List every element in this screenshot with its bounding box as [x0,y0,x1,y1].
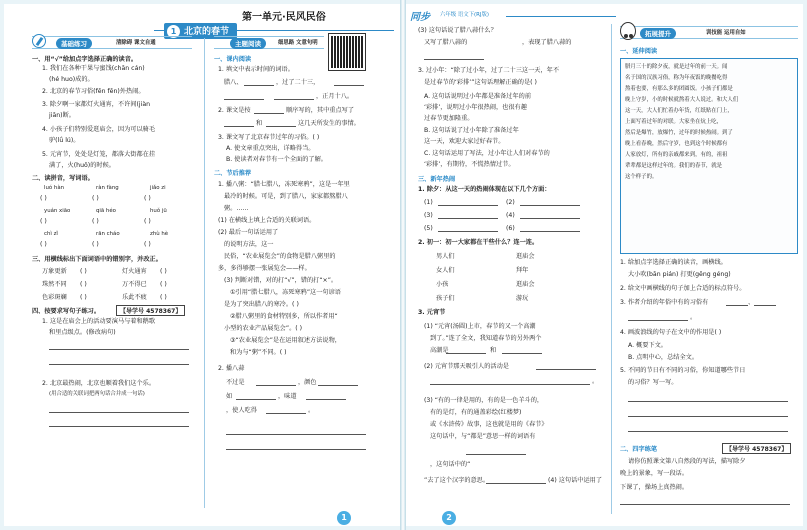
q1-line: 5. 元宵节，处处是灯笼，都落大街都在挂 [42,151,156,158]
writing-line: 晚上的景象，写一段话。 [620,470,689,477]
word: 色彩斑斓 [42,294,67,301]
answer-line[interactable] [520,231,580,232]
section-title: 三、新年热闹 [418,176,456,183]
guide-code: 【导学号 4578367】 [116,305,185,316]
passage-line: 名于国的汉族习俗，称为年夜饭的晚餐吃得 [625,75,728,81]
reading-passage [620,58,798,254]
q1-line: 驴(lǘ lú)。 [49,137,80,144]
text-line: (1) [424,199,433,206]
r2-line: (3) 判断对错，对的打“√”，错的打“×”。 [224,277,338,284]
answer-line[interactable] [226,434,366,435]
text-line: A. 这句话说明过小年都是准备过年的前 [424,93,532,100]
match-right[interactable]: 拜年 [516,267,529,274]
text-line: (3) 这句话说了腊八蒜什么？ [418,27,497,34]
r2-line: 2. 播八蒜 [218,365,245,372]
answer-line[interactable] [49,412,189,413]
q1-line: jiān)断。 [49,112,75,119]
answer-line[interactable] [520,218,580,219]
text-line: 过春节更加隆重。 [424,115,474,122]
section-header-basic [32,36,192,49]
r1-line: 2. 课文是按 [218,107,251,114]
answer-line[interactable] [520,205,580,206]
r1-line: 1. 填文中表示时间的词语。 [218,66,294,73]
text-line: (6) [506,225,515,232]
answer-box[interactable]: ( ) [80,281,87,288]
q1-title: 一、用“√”给加点字选择正确的读音。 [32,56,138,63]
r1-line: 和 [256,120,263,127]
answer-box[interactable]: ( ) [144,241,151,248]
answer-box[interactable]: ( ) [92,218,99,225]
side-question: 大小吹(bān pián) 打更(gēng géng) [628,271,731,278]
match-right[interactable]: 游玩 [516,295,529,302]
match-left[interactable]: 小孩 [436,281,449,288]
text-line: ，这句话中的“ [430,461,471,468]
r2-line: 如 [226,393,233,400]
text-line: 到了。”连了全文，我知道春节的另外两个 [430,335,542,342]
r2-line: 不过是 [226,379,245,386]
r2-line: ，味道 [278,393,297,400]
answer-line[interactable] [226,449,366,450]
q2-title: 二、读拼音，写词语。 [32,175,94,182]
q4-line: (用合适的关联词把两句话合并成一句话) [49,391,145,397]
q4-line: 1. 这是在庙会上的活动要演马与着和鹅歌 [42,318,156,325]
answer-line[interactable] [726,305,748,306]
r2-line: 最冷的时候。可是，到了腊八，家家都熬腊八 [224,193,348,200]
pinyin: ràn fàng [96,185,119,191]
r2-line: 是为了突出腊八的寒冷。( ) [224,301,299,308]
answer-line[interactable] [536,369,596,370]
side-question: 5. 不同的节日有不同的习俗，你知道哪些节日 [620,367,746,374]
pinyin: luó hàn [44,185,65,191]
match-right[interactable]: 逛庙会 [516,281,535,288]
pinyin: yuán xiāo [44,208,71,214]
answer-box[interactable]: ( ) [40,241,47,248]
answer-box[interactable]: ( ) [92,195,99,202]
text-line: 又写了腊八蒜的 [424,39,468,46]
brand-logo: 同步 [410,12,430,23]
q1-line: 2. 北京的春节习俗(fēn fēn)外热闹。 [42,88,145,95]
answer-line[interactable] [754,305,776,306]
q1-line: (hé huo)成的。 [49,76,94,83]
section-motto: 训技能 运用自如 [706,30,746,36]
answer-box[interactable]: ( ) [92,241,99,248]
side-question: A. 概要下文。 [628,342,667,349]
r2-line: ②腊八粥里的食材特别多，所以作者用“ [230,313,338,320]
answer-box[interactable]: ( ) [144,218,151,225]
r1-line: 这几天所发生的事情。 [298,120,360,127]
section-motto: 清除碍 课文自通 [116,40,156,46]
writing-line: 请你仿照课文第八自然段的写法，描写除夕 [628,458,746,465]
answer-line[interactable] [49,426,189,427]
passage-line: 晚上看春晚，然后守岁，也到这个时候都有 [625,141,728,147]
text-line: ‘彩排’，有期待，不慌热情过节。 [424,161,515,168]
pinyin: qiā héo [96,208,116,214]
word: 乐此不疲 [122,294,147,301]
answer-line[interactable] [628,416,788,417]
passage-line: 晚上守岁，小的时候就熬着大人说过。和大人们 [625,97,739,103]
r2-line: ③“农业展览会”是在运用叙述方法说物， [230,337,341,344]
lesson-title: 北京的春节 [184,27,230,37]
pinyin: huǒ jū [150,208,167,214]
section-label: 基础练习 [56,38,92,49]
match-left[interactable]: 女人们 [436,267,455,274]
text-line: 和 [490,347,497,354]
text-line: (3) “有的一律是用的，有的是一色羊斗的， [424,397,544,404]
answer-line[interactable] [49,364,189,365]
text-line: 。 [592,378,599,385]
text-line: 3. 过小年：“除了过小年，过了二十三这一天，年不 [418,67,560,74]
text-line: (5) [424,225,433,232]
guide-code: 【导学号 4578367】 [722,443,791,454]
answer-line[interactable] [628,401,788,402]
side-question: 、 [748,299,755,306]
text-line: 高潮是 [430,347,449,354]
r1-line: ，正月十八。 [316,93,354,100]
section-header-reading [214,36,324,49]
section-motto: 细思路 文意句明 [278,40,318,46]
side-question: 。 [690,314,697,321]
r1-option: A. 使文章重点突出，详略得当。 [226,145,315,152]
grade-label: 六年级 语文下(RJ版) [440,12,489,18]
r2-line: (2) 最后一句话运用了 [218,229,279,236]
text-line: 是过春节的‘彩排’”这句话理解正确的是( ) [424,79,537,86]
answer-line[interactable] [430,384,590,385]
pinyin: rān cháo [96,231,120,237]
section-title: 二、四字练笔 [620,446,658,453]
q4-title: 四、按要求写句子练习。 [32,308,101,315]
text-line: (4) 这句话中运用了 [548,477,603,484]
r2-line: ，使人吃得 [226,407,257,414]
text-line: 有的是灯，有的通盖彩绘(红楼梦) [430,409,522,416]
answer-box[interactable]: ( ) [160,281,167,288]
text-line: ”去了这个汉字的意思。 [424,477,490,484]
q4-line: 和里点级点。(修改病句) [49,329,116,336]
r2-line: 和为与“粥”不同。( ) [230,349,287,356]
page-number: 2 [442,511,456,525]
r2-line: 。 [308,407,315,414]
answer-line[interactable] [620,504,790,505]
answer-box[interactable]: ( ) [144,195,151,202]
passage-line: 辈辈都是这样过年的。我们的春节，就是 [625,163,723,169]
answer-line[interactable] [486,483,546,484]
text-line: (1) “元宵(汤圆)上市，春节的又一个高潮 [424,323,536,330]
text-line: 这一天，欢迎大家过好春节。 [424,138,505,145]
q1-line: 3. 除夕啊一家都灯火通宵，不许间(jiàn [42,101,151,108]
writing-line: 下课了，操场上真热闹。 [620,484,689,491]
r1-option: B. 使读者对春节有一个全面的了解。 [226,156,327,163]
page-number: 1 [337,511,351,525]
right-page [406,4,803,526]
mascot-icon [620,22,636,40]
text-line: B. 这句话说了过小年除了准备过年 [424,127,519,134]
lesson-number: 1 [167,25,180,38]
answer-line[interactable] [438,218,498,219]
answer-line[interactable] [628,431,788,432]
text-line: 3. 元宵节 [418,309,446,316]
r2-line: 的说明方法，这一 [224,241,274,248]
match-left[interactable]: 男人们 [436,253,455,260]
answer-line[interactable] [628,320,688,321]
r1-line: 顺序写的，其中重点写了 [286,107,355,114]
answer-box[interactable]: ( ) [40,195,47,202]
passage-line: 熬着也要，有那么多的团圆饭。小孩子们都是 [625,86,733,92]
q1-line: 1. 我们在各种干果与蜜饯(chān cán) [42,65,145,72]
answer-box[interactable]: ( ) [160,268,167,275]
text-line: C. 这句话运用了写法，过小年让人们对春节的 [424,150,550,157]
side-question: 1. 给加点字选择正确的读音，画横线。 [620,259,727,266]
side-question: B. 点明中心，总结全文。 [628,354,699,361]
side-question: 4. 画波浪线的句子在文中的作用是( ) [620,329,722,336]
text-line: ‘彩排’，说明过小年很热闹，也很有趣 [424,104,527,111]
answer-box[interactable]: ( ) [40,218,47,225]
pinyin: chì zǐ [44,231,58,237]
unit-title: 第一单元·民风民俗 [242,12,326,23]
section-title: 一、延伸阅读 [620,48,658,55]
r2-line: (1) 在横线上填上合适的关联词语。 [218,217,316,224]
text-line: (2) [506,199,515,206]
match-left[interactable]: 孩子们 [436,295,455,302]
q3-title: 三、用横线标出下面词语中的错别字，并改正。 [32,256,162,263]
r2-line: 1. 播八粥：“腊七腊八，冻死寒鸦”，这是一年里 [218,181,350,188]
answer-line[interactable] [466,454,526,455]
answer-line[interactable] [49,349,189,350]
r1-title: 一、课内阅读 [214,56,252,63]
section-label: 拓展提升 [640,28,676,39]
side-question: 3. 作者介绍的年俗中有的习俗有 [620,299,709,306]
answer-box[interactable]: ( ) [80,268,87,275]
text-line: (3) [424,212,433,219]
r1-line: 3. 课文写了北京春节过年的习俗。( ) [218,134,320,141]
qr-code[interactable] [329,34,365,70]
answer-line[interactable] [502,353,542,354]
r2-line: 多，多得够摆一张展览会——样。 [218,265,311,272]
answer-line[interactable] [438,231,498,232]
passage-line: 这个样子的。 [625,174,658,180]
r2-line: ，颜色 [298,379,317,386]
answer-box[interactable]: ( ) [80,294,87,301]
text-line: (4) [506,212,515,219]
side-question: 2. 给文中画横线的句子加上合适的标点符号。 [620,285,746,292]
r2-title: 二、节后推荐 [214,170,252,177]
text-line: 或《水浒传》故事，这也就是用的《春节》 [430,421,548,428]
pencil-icon [32,34,46,48]
q4-line: 2. 北京最热闹，北京也顺着我们这个乐。 [42,380,156,387]
passage-line: 人家放灯，所有的亲戚都来到，有的，祖祖 [625,152,728,158]
left-page [4,4,400,526]
side-question: 的习俗？写一写。 [628,379,678,386]
r2-line: 民俗，“农业展览会”的食物是腊八粥里的 [224,253,336,260]
section-label: 主题阅读 [230,38,266,49]
answer-line[interactable] [438,205,498,206]
r2-line: 小型的农业产品展览会”。( ) [224,325,303,332]
word: 万象更新 [42,268,67,275]
passage-line: 腊月三十的除夕夜，就是过年的前一天。闻 [625,64,728,70]
r2-line: 粥。…… [224,205,249,212]
passage-line: 这一天，大人们忙着办年货，红纸贴在门上， [625,108,733,114]
r1-line: ，过了二十三， [276,79,320,86]
word: 珠然不同 [42,281,67,288]
passage-line: 然后是爆竹，放爆竹，过年的时候热闹。到了 [625,130,733,136]
text-line: (2) 元宵节那天吸引人的活动是 [424,363,509,370]
match-right[interactable]: 逛庙会 [516,253,535,260]
r1-line: 腊八、 [224,79,243,86]
text-line: 2. 初一：初一大家都在干些什么？连一连。 [418,239,539,246]
q1-line: 4. 小孩子们特别爱逛庙会，因为可以骑毛 [42,126,156,133]
word: 万不得已 [122,281,147,288]
text-line: ，表现了腊八蒜的 [522,39,572,46]
passage-line: 上面写着过年的对联。大家坐在炕上吃， [625,119,723,125]
pinyin: jiǎo zi [150,185,166,191]
r2-line: ①引用“腊七腊八，冻死寒鸦”这一句谚语 [230,289,341,296]
word: 灯火通宵 [122,268,147,275]
answer-box[interactable]: ( ) [160,294,167,301]
q1-line: 满了，火(huǒ)的时候。 [49,162,115,169]
section-header-extension [620,26,798,39]
text-line: 这句话中，与“都是”意思一样的词语有 [430,433,536,440]
answer-line[interactable] [446,353,486,354]
text-line: 1. 除夕：从这一天的热闹体现在以下几个方面： [418,186,551,193]
pinyin: zhù hè [150,231,169,237]
